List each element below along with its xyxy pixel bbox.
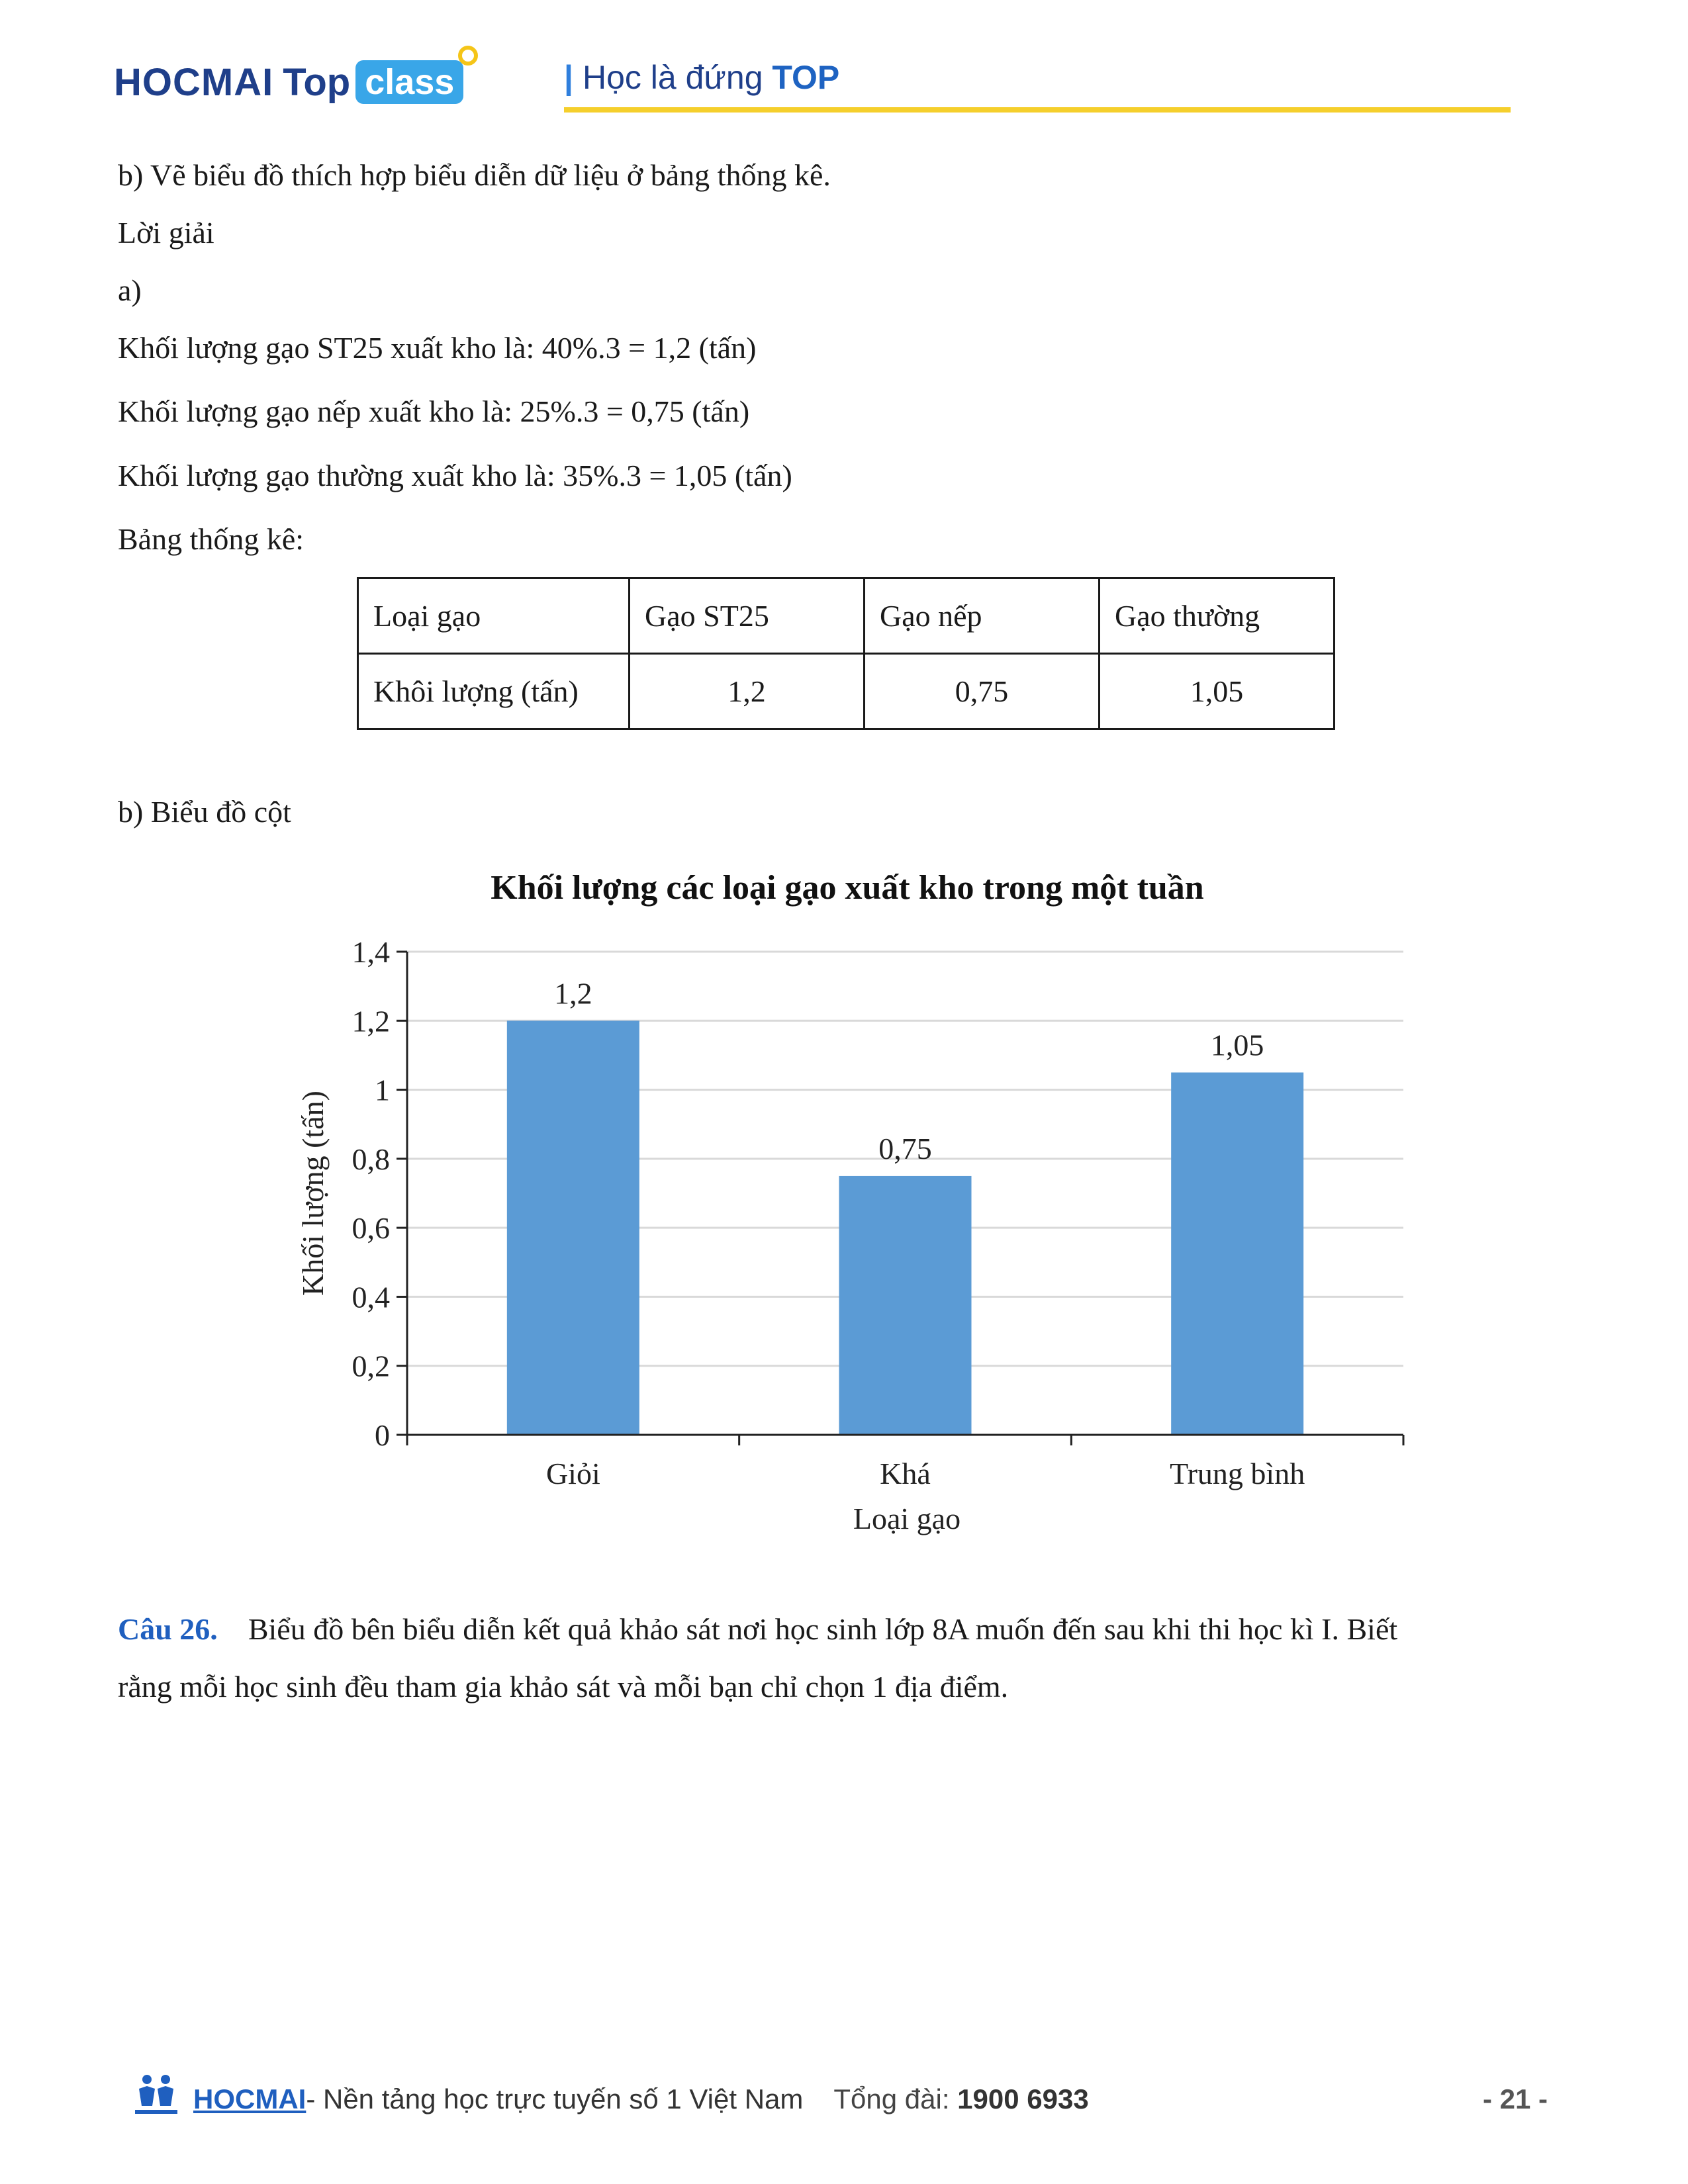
hotline-number: 1900 6933 [957,2083,1089,2115]
footer-hotline [833,2083,1088,2115]
brand-logo [114,57,463,107]
table-cell: Gạo nếp [865,578,1100,654]
y-tick-label: 1,4 [352,935,390,969]
y-tick-label: 0 [375,1418,390,1452]
bar [1171,1073,1303,1435]
logo-class [355,60,463,104]
x-tick-label: Trung bình [1170,1457,1305,1490]
y-tick-label: 0,8 [352,1142,390,1176]
table-cell: 0,75 [865,654,1100,729]
slogan-text: Học là đứng [583,59,773,96]
table-cell: 1,05 [1100,654,1335,729]
x-tick-label: Khá [880,1457,931,1490]
stats-table [357,577,1335,730]
y-tick-label: 0,6 [352,1211,390,1246]
table-label: Bảng thống kê: [118,522,305,556]
y-tick-label: 0,2 [352,1349,390,1383]
part-a-label: a) [118,273,142,307]
y-tick-label: 1 [375,1073,390,1107]
table-cell: Loại gạo [358,578,630,654]
table-row [358,578,1335,654]
solution-label: Lời giải [118,216,214,250]
table-cell: Gạo thường [1100,578,1335,654]
table-cell: Gạo ST25 [630,578,865,654]
y-tick-label: 1,2 [352,1004,390,1038]
bar [507,1021,639,1435]
table-row [358,654,1335,729]
chart-bars [507,976,1303,1435]
logo-class-text: class [365,62,455,102]
question-number: Câu 26. [118,1612,218,1646]
slogan-divider: | [564,59,573,96]
footer [132,2083,1089,2115]
calc-line-st25: Khối lượng gạo ST25 xuất kho là: 40%.3 = 1,2 (tấn) [118,331,757,365]
slogan-emphasis: TOP [772,59,840,96]
part-b-label: b) Biểu đồ cột [118,795,291,829]
table-cell: Khôi lượng (tấn) [358,654,630,729]
sun-icon [458,46,478,66]
question-line-2: rằng mỗi học sinh đều tham gia khảo sát và mỗi bạn chỉ chọn 1 địa điểm. [118,1670,1009,1704]
bar [839,1176,972,1435]
table-cell: 1,2 [630,654,865,729]
question-line-1 [118,1612,1397,1647]
calc-line-nep: Khối lượng gạo nếp xuất kho là: 25%.3 = 0,75 (tấn) [118,394,750,428]
footer-tagline: - Nền tảng học trực tuyến số 1 Việt Nam [306,2083,804,2115]
footer-brand-link[interactable]: HOCMAI [193,2083,306,2115]
bar-chart [278,854,1443,1555]
header-underline [564,107,1511,113]
hotline-label: Tổng đài: [833,2083,958,2115]
page-number: - 21 - [1483,2083,1548,2115]
chart-title: Khối lượng các loại gạo xuất kho trong một tuần [491,869,1204,907]
slogan [564,58,839,97]
bar-data-label: 1,2 [554,976,592,1011]
calc-line-thuong: Khối lượng gạo thường xuất kho là: 35%.3 = 1,05 (tấn) [118,459,792,492]
part-b-prompt: b) Vẽ biểu đồ thích hợp biểu diễn dữ liệu ở bảng thống kê. [118,158,831,192]
bar-data-label: 1,05 [1210,1028,1264,1062]
logo-top: Top [283,60,351,104]
logo-hocmai: HOCMAI [114,60,274,104]
bar-data-label: 0,75 [878,1131,932,1165]
x-axis-label: Loại gạo [853,1502,961,1535]
y-axis-label: Khối lượng (tấn) [296,1091,330,1296]
question-text-1: Biểu đồ bên biểu diễn kết quả khảo sát nơi học sinh lớp 8A muốn đến sau khi thi học kì I. Biết [248,1612,1398,1646]
y-tick-label: 0,4 [352,1280,390,1314]
x-tick-label: Giỏi [545,1457,600,1490]
